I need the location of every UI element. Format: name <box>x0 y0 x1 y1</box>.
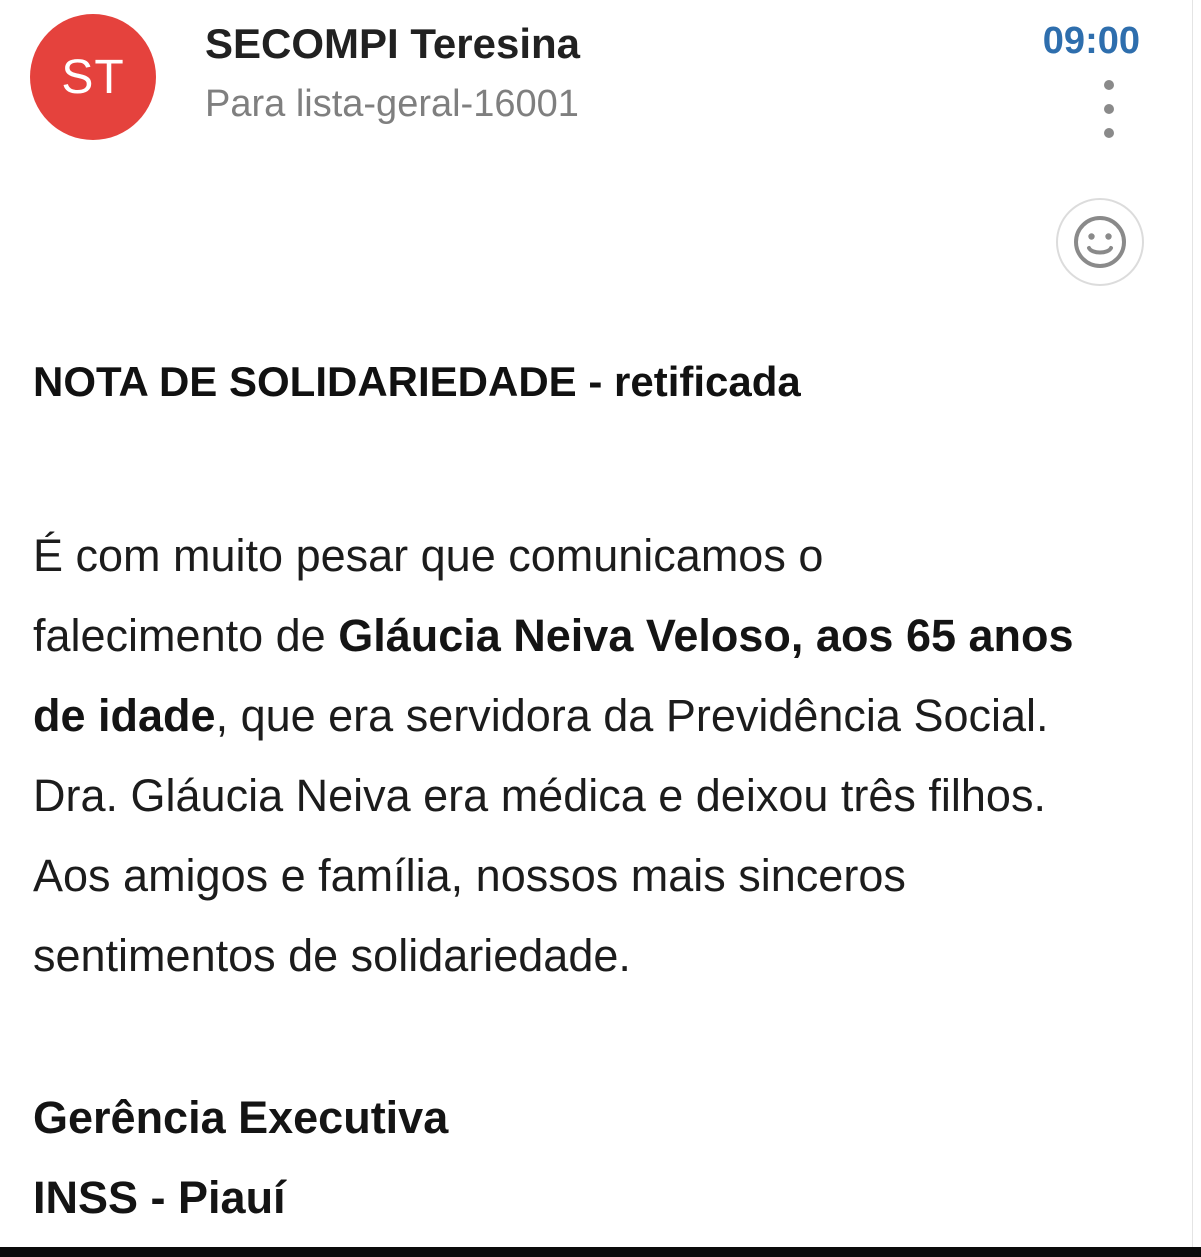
body-paragraph <box>33 516 1173 996</box>
more-options-button[interactable] <box>1092 76 1126 142</box>
body-line: sentimentos de solidariedade. <box>33 930 631 981</box>
email-subject-title: NOTA DE SOLIDARIEDADE - retificada <box>33 358 801 405</box>
add-reaction-button[interactable] <box>1056 198 1144 286</box>
sender-name: SECOMPI Teresina <box>205 20 581 67</box>
body-bold-segment: de idade <box>33 690 216 741</box>
signature-line: Gerência Executiva <box>33 1092 449 1143</box>
body-line: Dra. Gláucia Neiva era médica e deixou três filhos. <box>33 770 1046 821</box>
body-line: É com muito pesar que comunicamos o <box>33 530 824 581</box>
body-line: Aos amigos e família, nossos mais sinceros <box>33 850 906 901</box>
body-line <box>33 596 1173 676</box>
recipient-line[interactable]: Para lista-geral-16001 <box>205 83 579 125</box>
body-text-segment: , que era servidora da Previdência Social. <box>215 690 1049 741</box>
content-edge-divider <box>1192 0 1193 1247</box>
body-text-segment: falecimento de <box>33 610 339 661</box>
email-body <box>33 356 1173 1238</box>
signature-line: INSS - Piauí <box>33 1172 286 1223</box>
message-time: 09:00 <box>1042 20 1140 62</box>
avatar-initials: ST <box>61 50 125 104</box>
body-line <box>33 676 1173 756</box>
smiley-face-icon <box>1072 214 1128 270</box>
sender-block <box>205 18 580 128</box>
email-header <box>0 0 1201 160</box>
bottom-bar <box>0 1247 1201 1257</box>
vertical-ellipsis-icon <box>1104 104 1114 114</box>
vertical-ellipsis-icon <box>1104 80 1114 90</box>
body-bold-segment: Gláucia Neiva Veloso, aos 65 anos <box>338 610 1074 661</box>
email-signature <box>33 1078 1173 1238</box>
vertical-ellipsis-icon <box>1104 128 1114 138</box>
sender-avatar[interactable] <box>30 14 156 140</box>
